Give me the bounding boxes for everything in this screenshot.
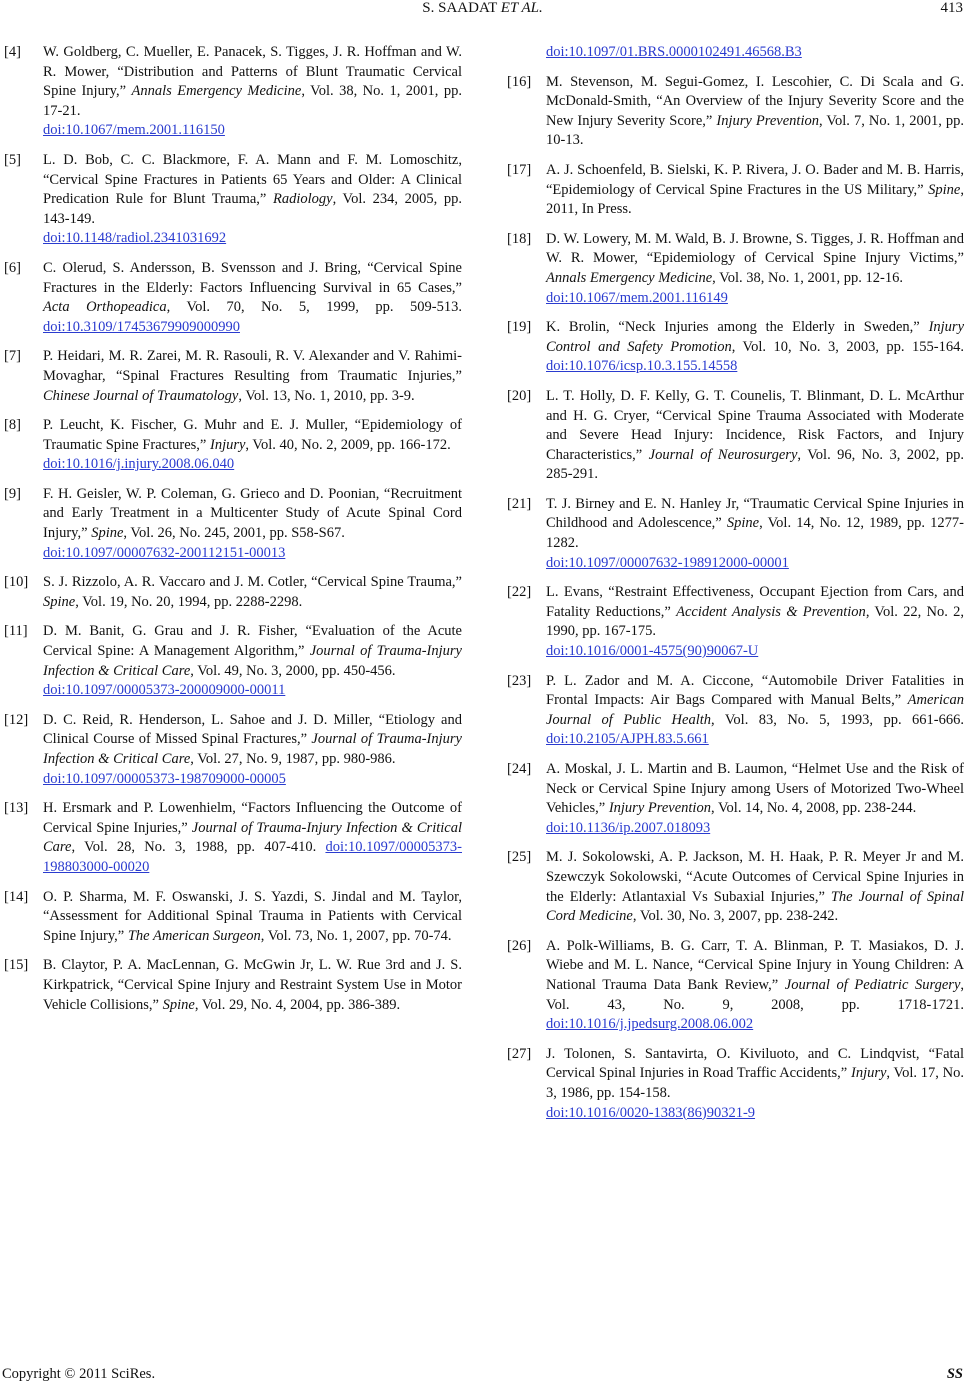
reference-number: [15]: [4, 957, 29, 974]
reference-journal: Injury: [209, 436, 246, 453]
reference-journal: Spine: [928, 181, 961, 198]
reference-text: [546, 672, 964, 750]
reference-details: , Vol. 7, No. 1, 2001, pp. 10-13.: [546, 112, 964, 149]
reference-text: [43, 799, 462, 877]
reference-item: [507, 73, 964, 151]
reference-details: , Vol. 96, No. 3, 2002, pp. 285-291.: [546, 446, 964, 483]
reference-details: , Vol. 70, No. 5, 1999, pp. 509-513.: [166, 299, 462, 316]
reference-authors-title: H. Ersmark and P. Lowenhielm, “Factors Influencing the Outcome of Cervical Spine Injuries,”: [43, 800, 462, 836]
reference-number: [22]: [507, 584, 532, 601]
reference-journal: Acta Orthopeadica: [43, 299, 167, 316]
reference-journal: Chinese Journal of Traumatology: [43, 387, 239, 404]
doi-link[interactable]: doi:10.1097/01.BRS.0000102491.46568.B3: [546, 44, 802, 60]
reference-details: , Vol. 29, No. 4, 2004, pp. 386-389.: [194, 996, 401, 1013]
reference-details: , Vol. 26, No. 245, 2001, pp. S58-S67.: [123, 525, 345, 542]
reference-journal: Injury Prevention: [608, 800, 711, 817]
reference-details: , Vol. 49, No. 3, 2000, pp. 450-456.: [190, 662, 396, 679]
reference-text: [43, 259, 462, 337]
reference-number: [10]: [4, 574, 29, 591]
reference-journal: Journal of Trauma-Injury Infection & Critical Care: [43, 819, 462, 856]
reference-text: [43, 347, 462, 406]
reference-details: , Vol. 17, No. 3, 1986, pp. 154-158.: [546, 1065, 964, 1101]
reference-text: [546, 161, 964, 220]
page-header: [0, 0, 965, 24]
doi-link[interactable]: doi:10.1076/icsp.10.3.155.14558: [546, 358, 738, 375]
reference-number: [20]: [507, 387, 532, 404]
reference-number: [9]: [4, 485, 21, 502]
reference-details: , Vol. 73, No. 1, 2007, pp. 70-74.: [260, 927, 452, 944]
reference-item: [4, 799, 462, 877]
reference-journal: American Journal of Public Health: [546, 692, 964, 728]
reference-journal: Radiology: [272, 191, 333, 208]
reference-authors-title: D. M. Banit, G. Grau and J. R. Fisher, “Evaluation of the Acute Cervical Spine: A Management Algorithm,”: [43, 623, 462, 660]
reference-item: [507, 318, 964, 377]
reference-text: [546, 495, 964, 573]
reference-authors-title: B. Claytor, P. A. MacLennan, G. McGwin Jr, L. W. Rue 3rd and J. S. Kirkpatrick, “Cervical Spine Injury and Restraint System Use in Motor Vehicle Collisions,”: [43, 957, 462, 1013]
reference-authors-title: W. Goldberg, C. Mueller, E. Panacek, S. Tigges, J. R. Hoffman and W. R. Mower, “Distribution and Patterns of Blunt Traumatic Cervical Spine Injury,”: [43, 44, 462, 100]
page-number: 413: [940, 0, 963, 16]
reference-details: , Vol. 27, No. 9, 1987, pp. 980-986.: [190, 751, 396, 767]
reference-authors-title: L. T. Holly, D. F. Kelly, G. T. Counelis, T. Blinmant, D. L. McArthur and H. G. Cryer, “Cervical Spine Trauma Associated with Moderate and Severe Head Injury: Incidence, Risk Factors, and Injury Characteristics,”: [546, 387, 964, 463]
journal-abbrev: SS: [946, 1366, 963, 1382]
reference-authors-title: O. P. Sharma, M. F. Oswanski, J. S. Yazdi, S. Jindal and M. Taylor, “Assessment for Additional Spinal Trauma in Patients with Cervical Spine Injury,”: [43, 888, 462, 944]
reference-details: , Vol. 14, No. 4, 2008, pp. 238-244.: [710, 800, 917, 817]
doi-link[interactable]: doi:10.1016/0001-4575(90)90067-U: [546, 643, 759, 660]
reference-text: [43, 622, 462, 700]
reference-number: [16]: [507, 73, 532, 90]
reference-authors-title: D. W. Lowery, M. M. Wald, B. J. Browne, S. Tigges, J. R. Hoffman and W. R. Mower, “Epidemiology of Cervical Spine Injury Victims,”: [546, 230, 964, 267]
reference-authors-title: S. J. Rizzolo, A. R. Vaccaro and J. M. Cotler, “Cervical Spine Trauma,”: [43, 574, 462, 591]
reference-number: [21]: [507, 495, 532, 512]
reference-number: [6]: [4, 259, 21, 276]
reference-number: [26]: [507, 937, 532, 954]
reference-details: , Vol. 10, No. 3, 2003, pp. 155-164.: [731, 338, 964, 355]
reference-details: , Vol. 38, No. 1, 2001, pp. 17-21.: [43, 83, 462, 119]
reference-item: [4, 416, 462, 475]
reference-authors-title: M. Stevenson, M. Segui-Gomez, I. Lescohier, C. Di Scala and G. McDonald-Smith, “An Overview of the Injury Severity Score and the New Injury Severity Score,”: [546, 73, 964, 129]
doi-link[interactable]: doi:10.1136/ip.2007.018093: [546, 819, 711, 836]
reference-number: [7]: [4, 348, 21, 365]
reference-journal: Spine: [43, 593, 76, 610]
doi-link[interactable]: doi:10.3109/17453679909000990: [43, 318, 240, 335]
reference-authors-title: L. D. Bob, C. C. Blackmore, F. A. Mann and F. M. Lomoschitz, “Cervical Spine Fractures in Patients 65 Years and Older: A Clinical Predication Rule for Blunt Trauma,”: [43, 151, 462, 208]
reference-journal: The American Surgeon: [127, 927, 261, 944]
reference-journal: Annals Emergency Medicine: [131, 83, 302, 100]
reference-item: [4, 573, 462, 612]
reference-journal: Spine: [726, 515, 760, 532]
reference-details: , Vol. 234, 2005, pp. 143-149.: [43, 191, 462, 227]
right-column: [507, 43, 964, 1133]
reference-authors-title: T. J. Birney and E. N. Hanley Jr, “Traumatic Cervical Spine Injuries in Childhood and Adolescence,”: [546, 495, 964, 532]
reference-number: [19]: [507, 319, 532, 336]
reference-text: [546, 230, 964, 308]
reference-text: [546, 760, 964, 838]
page-footer: [0, 1366, 965, 1386]
reference-text: [43, 956, 462, 1015]
reference-journal: Journal of Pediatric Surgery: [784, 976, 961, 993]
doi-link[interactable]: doi:10.1097/00005373-198709000-00005: [43, 770, 286, 787]
reference-details: , Vol. 28, No. 3, 1988, pp. 407-410.: [71, 839, 326, 856]
reference-number: [24]: [507, 761, 532, 777]
reference-number: [17]: [507, 161, 532, 178]
reference-details: , Vol. 30, No. 3, 2007, pp. 238-242.: [632, 908, 839, 925]
reference-details: , Vol. 22, No. 2, 1990, pp. 167-175.: [546, 603, 965, 640]
reference-details: , Vol. 38, No. 1, 2001, pp. 12-16.: [712, 269, 903, 286]
running-head-author: S. SAADAT: [422, 0, 498, 16]
reference-journal: Accident Analysis & Prevention: [676, 603, 866, 620]
doi-link[interactable]: doi:10.1097/00007632-198912000-00001: [546, 554, 789, 571]
reference-text: [43, 485, 462, 563]
reference-item: [4, 888, 462, 947]
doi-link[interactable]: doi:10.1097/00005373-200009000-00011: [43, 682, 286, 699]
reference-number: [23]: [507, 672, 532, 689]
doi-link[interactable]: doi:10.1067/mem.2001.116149: [546, 289, 728, 306]
reference-authors-title: P. Heidari, M. R. Zarei, M. R. Rasouli, R. V. Alexander and V. Rahimi-Movaghar, “Spinal Fractures Resulting from Traumatic Injuries,”: [43, 348, 462, 384]
reference-number: [11]: [4, 623, 28, 640]
reference-item: [507, 230, 964, 308]
doi-link[interactable]: doi:10.1097/00007632-200112151-00013: [43, 544, 286, 561]
reference-authors-title: L. Evans, “Restraint Effectiveness, Occupant Ejection from Cars, and Fatality Reductions,”: [546, 584, 964, 620]
reference-item: [4, 956, 462, 1015]
doi-link[interactable]: doi:10.1148/radiol.2341031692: [43, 230, 227, 247]
reference-journal: Spine: [162, 996, 195, 1013]
reference-item: [507, 387, 964, 485]
reference-details: , 2011, In Press.: [546, 181, 964, 218]
reference-text: [546, 937, 964, 1035]
reference-journal: Injury Control and Safety Promotion: [546, 319, 964, 355]
doi-link[interactable]: doi:10.1067/mem.2001.116150: [43, 122, 225, 139]
reference-item: [507, 583, 964, 661]
running-head-etal: ET AL.: [500, 0, 543, 16]
reference-item: [507, 848, 964, 926]
reference-text: [43, 573, 462, 612]
reference-authors-title: F. H. Geisler, W. P. Coleman, G. Grieco and D. Poonian, “Recruitment and Early Treatment in a Multicenter Study of Acute Spinal Cord Injury,”: [43, 485, 462, 542]
reference-journal: Injury: [850, 1065, 887, 1082]
reference-item: [507, 495, 964, 573]
reference-details: , Vol. 43, No. 9, 2008, pp. 1718-1721.: [546, 976, 964, 1013]
continued-reference-doi: [507, 43, 964, 63]
reference-text: [43, 151, 462, 249]
reference-number: [18]: [507, 230, 532, 247]
reference-text: [546, 848, 964, 926]
reference-item: [4, 622, 462, 700]
reference-journal: Annals Emergency Medicine: [546, 269, 713, 286]
reference-item: [4, 43, 462, 141]
reference-journal: Spine: [91, 525, 124, 542]
reference-authors-title: C. Olerud, S. Andersson, B. Svensson and J. Bring, “Cervical Spine Fractures in the Elderly: Factors Influencing Survival in 65 Cases,”: [43, 259, 462, 296]
reference-authors-title: J. Tolonen, S. Santavirta, O. Kiviluoto, and C. Lindqvist, “Fatal Cervical Spinal Injuries in Road Traffic Accidents,”: [546, 1045, 964, 1082]
reference-item: [4, 151, 462, 249]
reference-authors-title: D. C. Reid, R. Henderson, L. Sahoe and J. D. Miller, “Etiology and Clinical Course of Missed Spinal Fractures,”: [43, 711, 462, 748]
reference-authors-title: P. Leucht, K. Fischer, G. Muhr and E. J. Muller, “Epidemiology of Traumatic Spine Fractures,”: [43, 417, 462, 453]
reference-item: [4, 347, 462, 406]
reference-authors-title: P. L. Zador and M. A. Ciccone, “Automobile Driver Fatalities in Frontal Impacts: Air Bags Compared with Manual Belts,”: [546, 672, 964, 709]
reference-text: [43, 888, 462, 947]
left-column: [4, 43, 462, 1025]
reference-authors-title: A. Moskal, J. L. Martin and B. Laumon, “Helmet Use and the Risk of Neck or Cervical Spine Injury among Users of Motorized Two-Wheel Vehicles,”: [546, 761, 964, 817]
doi-link[interactable]: doi:10.1016/j.jpedsurg.2008.06.002: [546, 1016, 754, 1033]
reference-text: [546, 583, 964, 661]
reference-details: , Vol. 14, No. 12, 1989, pp. 1277-1282.: [546, 515, 965, 552]
reference-item: [4, 259, 462, 337]
reference-journal: Injury Prevention: [716, 112, 819, 129]
reference-number: [5]: [4, 151, 21, 168]
doi-link[interactable]: doi:10.1097/00005373-198803000-00020: [43, 839, 462, 875]
reference-text: [43, 43, 462, 141]
reference-text: [546, 387, 964, 485]
reference-details: , Vol. 13, No. 1, 2010, pp. 3-9.: [238, 387, 415, 404]
doi-link[interactable]: doi:10.1016/0020-1383(86)90321-9: [546, 1104, 756, 1121]
reference-authors-title: A. Polk-Williams, B. G. Carr, T. A. Blinman, P. T. Masiakos, D. J. Wiebe and M. L. Nance, “Cervical Spine Injury in Young Children: A National Trauma Data Bank Review,”: [546, 937, 964, 993]
reference-item: [507, 937, 964, 1035]
reference-authors-title: K. Brolin, “Neck Injuries among the Elderly in Sweden,”: [546, 319, 929, 336]
reference-details: , Vol. 40, No. 2, 2009, pp. 166-172.: [245, 436, 451, 453]
reference-number: [13]: [4, 800, 29, 817]
reference-item: [4, 711, 462, 789]
reference-text: [546, 318, 964, 377]
reference-authors-title: M. J. Sokolowski, A. P. Jackson, M. H. Haak, P. R. Meyer Jr and M. Szewczyk Sokolowski, “Acute Outcomes of Cervical Spine Injuries in the Elderly: Atlantaxial Vs Subaxial Injuries,”: [546, 849, 964, 905]
reference-details: , Vol. 19, No. 20, 1994, pp. 2288-2298.: [75, 593, 303, 610]
reference-text: [43, 416, 462, 475]
reference-journal: Journal of Neurosurgery: [648, 446, 798, 463]
reference-text: [546, 73, 964, 151]
reference-item: [507, 161, 964, 220]
reference-number: [4]: [4, 44, 21, 60]
reference-text: [43, 711, 462, 789]
reference-number: [25]: [507, 849, 532, 866]
running-head: [0, 0, 965, 17]
reference-item: [4, 485, 462, 563]
reference-item: [507, 760, 964, 838]
reference-number: [14]: [4, 888, 29, 905]
doi-link[interactable]: doi:10.2105/AJPH.83.5.661: [546, 731, 709, 748]
reference-journal: Journal of Trauma-Injury Infection & Critical Care: [43, 731, 462, 767]
reference-item: [507, 1045, 964, 1123]
reference-number: [8]: [4, 417, 21, 434]
reference-item: [507, 672, 964, 750]
copyright-notice: Copyright © 2011 SciRes.: [2, 1366, 156, 1382]
reference-journal: Journal of Trauma-Injury Infection & Critical Care: [43, 643, 462, 679]
reference-number: [27]: [507, 1045, 532, 1062]
reference-text: [546, 1045, 964, 1123]
reference-journal: The Journal of Spinal Cord Medicine: [546, 888, 964, 925]
doi-link[interactable]: doi:10.1016/j.injury.2008.06.040: [43, 456, 235, 473]
reference-number: [12]: [4, 711, 29, 728]
reference-details: , Vol. 83, No. 5, 1993, pp. 661-666.: [711, 711, 964, 728]
reference-authors-title: A. J. Schoenfeld, B. Sielski, K. P. Rivera, J. O. Bader and M. B. Harris, “Epidemiology of Cervical Spine Fractures in the US Military,”: [546, 161, 964, 198]
